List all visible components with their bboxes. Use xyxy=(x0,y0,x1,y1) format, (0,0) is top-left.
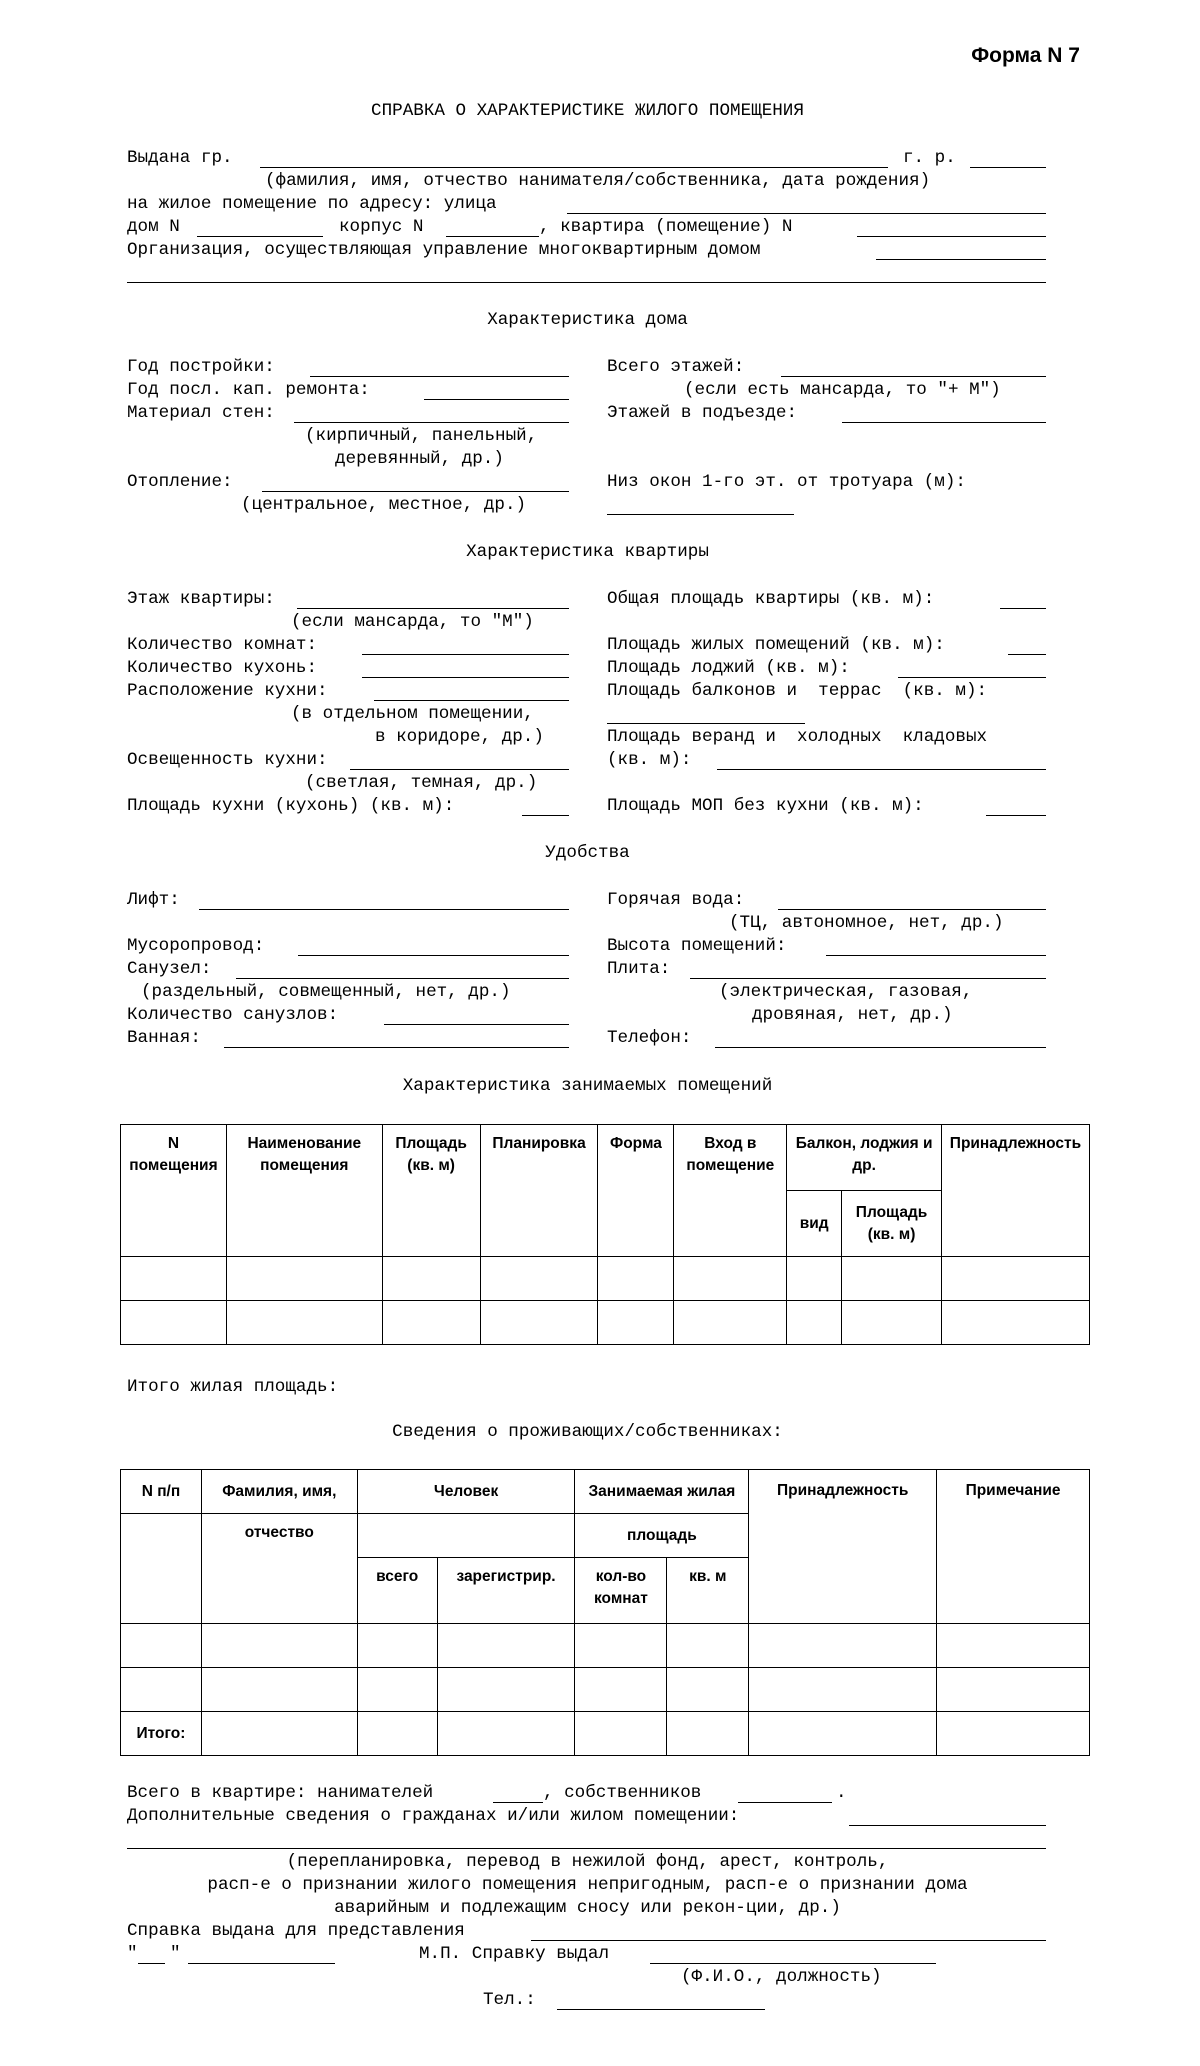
bathroom-line xyxy=(236,978,569,979)
living-area-label: Площадь жилых помещений (кв. м): xyxy=(607,635,945,655)
common-area-label: Площадь МОП без кухни (кв. м): xyxy=(607,796,924,816)
address-street-label: на жилое помещение по адресу: улица xyxy=(127,194,497,214)
col-room-area: Площадь (кв. м) xyxy=(382,1125,480,1257)
veranda-area-label: Площадь веранд и холодных кладовых xyxy=(607,727,988,747)
stove-label: Плита: xyxy=(607,959,671,979)
total-floors-note: (если есть мансарда, то "+ М") xyxy=(684,380,1001,400)
col-balcony-area: Площадь (кв. м) xyxy=(842,1191,942,1257)
date-quote-close: " xyxy=(170,1944,181,1964)
hot-water-line xyxy=(778,909,1046,910)
house-section-heading: Характеристика дома xyxy=(487,310,688,330)
heating-label: Отопление: xyxy=(127,472,233,492)
col-layout: Планировка xyxy=(480,1125,598,1257)
additional-note-2: расп-е о признании жилого помещения непригодным, расп-е о признании дома xyxy=(207,1875,968,1895)
total-owners-label: , собственников xyxy=(543,1783,702,1803)
additional-info-line xyxy=(849,1825,1046,1826)
garbage-chute-label: Мусоропровод: xyxy=(127,936,265,956)
heating-line xyxy=(262,491,569,492)
col-room-name: Наименование помещения xyxy=(226,1125,382,1257)
total-tenants-label: Всего в квартире: нанимателей xyxy=(127,1783,434,1803)
residents-table xyxy=(120,1469,1090,1756)
amenities-section-heading: Удобства xyxy=(545,843,630,863)
house-line xyxy=(197,236,323,237)
kitchen-area-line xyxy=(522,815,569,816)
apartment-label: , квартира (помещение) N xyxy=(539,217,793,237)
floor-label: Этаж квартиры: xyxy=(127,589,275,609)
birth-year-label: г. р. xyxy=(903,148,956,168)
bathroom-count-label: Количество санузлов: xyxy=(127,1005,339,1025)
building-label: корпус N xyxy=(339,217,424,237)
col-sq-m: кв. м xyxy=(667,1558,749,1624)
total-tenants-line xyxy=(493,1802,543,1803)
col-entrance: Вход в помещение xyxy=(674,1125,787,1257)
total-living-area-label: Итого жилая площадь: xyxy=(127,1377,339,1397)
window-height-label: Низ окон 1-го эт. от тротуара (м): xyxy=(607,472,966,492)
bath-label: Ванная: xyxy=(127,1028,201,1048)
stove-note-2: дровяная, нет, др.) xyxy=(752,1005,953,1025)
kitchen-light-note: (светлая, темная, др.) xyxy=(305,773,538,793)
house-label: дом N xyxy=(127,217,180,237)
floor-note: (если мансарда, то "М") xyxy=(291,612,534,632)
elevator-label: Лифт: xyxy=(127,890,180,910)
last-repair-label: Год посл. кап. ремонта: xyxy=(127,380,370,400)
form-number: Форма N 7 xyxy=(971,44,1080,67)
residents-section-heading: Сведения о проживающих/собственниках: xyxy=(392,1422,783,1442)
additional-info-line-2 xyxy=(127,1848,1046,1849)
hot-water-label: Горячая вода: xyxy=(607,890,745,910)
floor-line xyxy=(297,608,569,609)
total-area-line xyxy=(1000,608,1046,609)
total-floors-line xyxy=(781,376,1046,377)
floors-in-entrance-line xyxy=(842,422,1046,423)
premises-section-heading: Характеристика занимаемых помещений xyxy=(402,1076,773,1096)
stamp-issued-by-label: М.П. Справку выдал xyxy=(419,1944,610,1964)
issued-to-label: Выдана гр. xyxy=(127,148,233,168)
total-period: . xyxy=(836,1783,847,1803)
issued-by-line xyxy=(650,1963,936,1964)
loggia-area-line xyxy=(898,677,1046,678)
footer-phone-line xyxy=(557,2009,765,2010)
additional-note-1: (перепланировка, перевод в нежилой фонд, арест, контроль, xyxy=(286,1852,889,1872)
document-title: СПРАВКА О ХАРАКТЕРИСТИКЕ ЖИЛОГО ПОМЕЩЕНИЯ xyxy=(371,101,804,121)
heating-note: (центральное, местное, др.) xyxy=(241,495,527,515)
phone-label: Телефон: xyxy=(607,1028,692,1048)
col-ownership: Принадлежность xyxy=(749,1470,937,1624)
total-area-label: Общая площадь квартиры (кв. м): xyxy=(607,589,935,609)
bathroom-count-line xyxy=(384,1024,569,1025)
floors-in-entrance-label: Этажей в подъезде: xyxy=(607,403,798,423)
management-org-line-2 xyxy=(127,282,1046,283)
stove-note-1: (электрическая, газовая, xyxy=(719,982,973,1002)
kitchen-area-label: Площадь кухни (кухонь) (кв. м): xyxy=(127,796,455,816)
kitchen-location-label: Расположение кухни: xyxy=(127,681,328,701)
rooms-line xyxy=(362,654,569,655)
col-room-number: N помещения xyxy=(121,1125,227,1257)
management-org-line xyxy=(876,259,1046,260)
building-line xyxy=(446,236,539,237)
phone-line xyxy=(715,1047,1046,1048)
issued-for-line xyxy=(531,1940,1046,1941)
col-living-area-2: площадь xyxy=(575,1514,749,1558)
window-height-line xyxy=(607,514,794,515)
table-row xyxy=(121,1668,1090,1712)
bathroom-note: (раздельный, совмещенный, нет, др.) xyxy=(141,982,511,1002)
hot-water-note: (ТЦ, автономное, нет, др.) xyxy=(729,913,1004,933)
table-row xyxy=(121,1624,1090,1668)
kitchen-light-line xyxy=(350,769,569,770)
additional-note-3: аварийным и подлежащим сносу или рекон-ции, др.) xyxy=(334,1898,841,1918)
table-row xyxy=(121,1301,1090,1345)
address-street-line xyxy=(567,213,1046,214)
kitchen-light-label: Освещенность кухни: xyxy=(127,750,328,770)
footer-phone-label: Тел.: xyxy=(483,1990,536,2010)
issuer-note: (Ф.И.О., должность) xyxy=(681,1967,882,1987)
date-day-line xyxy=(138,1963,165,1964)
bath-line xyxy=(224,1047,569,1048)
issued-to-line xyxy=(260,167,888,168)
col-form: Форма xyxy=(598,1125,674,1257)
elevator-line xyxy=(199,909,569,910)
veranda-area-line xyxy=(717,769,1046,770)
col-row-number: N п/п xyxy=(121,1470,202,1514)
bathroom-label: Санузел: xyxy=(127,959,212,979)
col-persons: Человек xyxy=(357,1470,575,1514)
table-row xyxy=(121,1257,1090,1301)
loggia-area-label: Площадь лоджий (кв. м): xyxy=(607,658,850,678)
col-persons-registered: зарегистрир. xyxy=(437,1558,575,1624)
rooms-label: Количество комнат: xyxy=(127,635,318,655)
additional-info-label: Дополнительные сведения о гражданах и/или жилом помещении: xyxy=(127,1806,740,1826)
col-balcony-type: вид xyxy=(787,1191,842,1257)
kitchen-location-line xyxy=(374,700,569,701)
issued-to-note: (фамилия, имя, отчество нанимателя/собственника, дата рождения) xyxy=(265,171,931,191)
kitchen-location-note-1: (в отдельном помещении, xyxy=(291,704,534,724)
balcony-area-label: Площадь балконов и террас (кв. м): xyxy=(607,681,988,701)
last-repair-line xyxy=(424,399,569,400)
kitchens-label: Количество кухонь: xyxy=(127,658,318,678)
col-note: Примечание xyxy=(937,1470,1090,1624)
col-name-2: отчество xyxy=(201,1514,357,1624)
room-height-label: Высота помещений: xyxy=(607,936,787,956)
birth-year-line xyxy=(970,167,1046,168)
total-floors-label: Всего этажей: xyxy=(607,357,745,377)
col-balcony: Балкон, лоджия и др. xyxy=(787,1125,942,1191)
build-year-line xyxy=(310,376,569,377)
apartment-line xyxy=(857,236,1046,237)
issued-for-label: Справка выдана для представления xyxy=(127,1921,465,1941)
col-persons-total: всего xyxy=(357,1558,437,1624)
total-owners-line xyxy=(738,1802,832,1803)
col-ownership: Принадлежность xyxy=(941,1125,1089,1257)
apartment-section-heading: Характеристика квартиры xyxy=(466,542,709,562)
management-org-label: Организация, осуществляющая управление многоквартирным домом xyxy=(127,240,761,260)
wall-material-note-2: деревянный, др.) xyxy=(335,449,504,469)
garbage-chute-line xyxy=(298,955,569,956)
kitchens-line xyxy=(362,677,569,678)
col-name-1: Фамилия, имя, xyxy=(201,1470,357,1514)
table-row-total xyxy=(121,1712,1090,1756)
balcony-area-line xyxy=(607,723,805,724)
wall-material-note-1: (кирпичный, панельный, xyxy=(305,426,538,446)
living-area-line xyxy=(1008,654,1046,655)
total-row-label: Итого: xyxy=(121,1712,202,1756)
col-rooms-count: кол-во комнат xyxy=(575,1558,667,1624)
premises-table xyxy=(120,1124,1090,1345)
veranda-area-unit: (кв. м): xyxy=(607,750,692,770)
room-height-line xyxy=(826,955,1046,956)
date-month-line xyxy=(188,1963,335,1964)
col-living-area-1: Занимаемая жилая xyxy=(575,1470,749,1514)
wall-material-line xyxy=(294,422,569,423)
stove-line xyxy=(690,978,1046,979)
common-area-line xyxy=(986,815,1046,816)
kitchen-location-note-2: в коридоре, др.) xyxy=(375,727,544,747)
date-quote-open: " xyxy=(127,1944,138,1964)
wall-material-label: Материал стен: xyxy=(127,403,275,423)
build-year-label: Год постройки: xyxy=(127,357,275,377)
